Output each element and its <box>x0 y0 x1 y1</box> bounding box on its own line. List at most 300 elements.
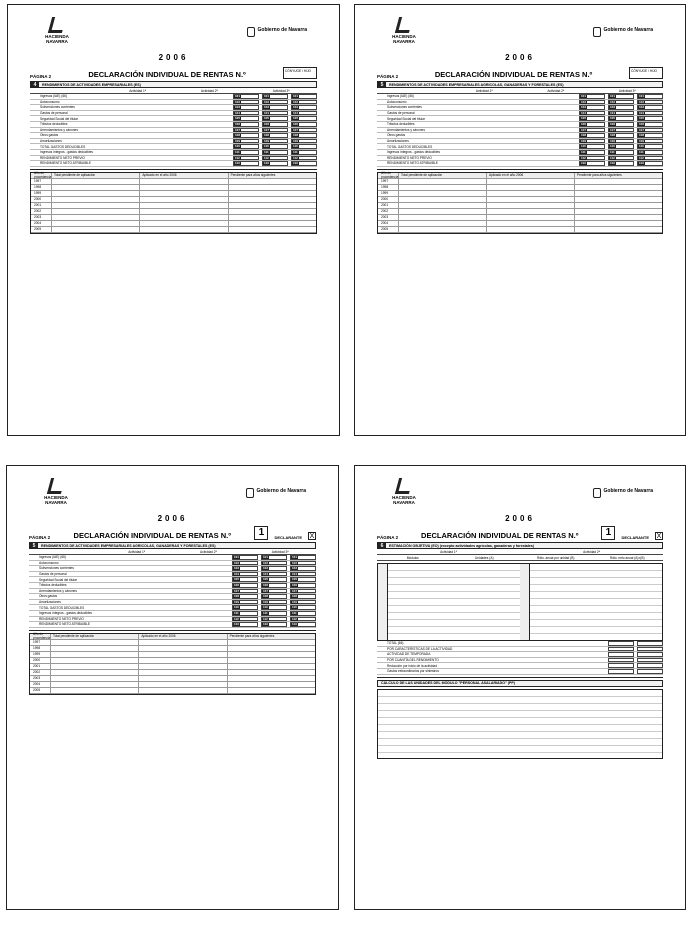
amount-field[interactable] <box>398 185 486 190</box>
box-code: 110 <box>610 144 615 149</box>
amount-field[interactable] <box>579 100 605 105</box>
amount-field[interactable] <box>138 664 226 669</box>
amount-field[interactable] <box>261 583 287 588</box>
row-label: Subvenciones corrientes <box>39 566 74 571</box>
amount-field[interactable] <box>291 144 317 149</box>
box-code: 109 <box>581 138 587 143</box>
box-code: 108 <box>264 133 270 138</box>
amount-field[interactable] <box>608 122 634 127</box>
amount-field[interactable] <box>486 221 574 226</box>
amount-field[interactable] <box>290 600 316 605</box>
amount-field[interactable] <box>233 100 259 105</box>
amount-field[interactable] <box>232 583 258 588</box>
box-code: 110 <box>639 144 644 149</box>
amount-field[interactable] <box>228 215 316 220</box>
amount-field[interactable] <box>398 227 486 232</box>
amount-field[interactable] <box>291 133 317 138</box>
amount-field[interactable] <box>637 122 663 127</box>
amount-field[interactable] <box>486 215 574 220</box>
amount-field[interactable] <box>262 150 288 155</box>
amount-field[interactable] <box>637 658 663 663</box>
box-code: 108 <box>639 133 645 138</box>
amount-field[interactable] <box>291 139 317 144</box>
box-code: 103 <box>292 566 298 571</box>
amount-field[interactable] <box>574 203 662 208</box>
amount-field[interactable] <box>232 594 258 599</box>
amount-field[interactable] <box>398 197 486 202</box>
amount-field[interactable] <box>51 179 139 184</box>
amount-field[interactable] <box>50 640 138 645</box>
amount-field[interactable] <box>574 191 662 196</box>
box-code: 106 <box>263 582 269 587</box>
amount-field[interactable] <box>139 197 227 202</box>
amount-field[interactable] <box>233 150 259 155</box>
amount-field[interactable] <box>262 105 288 110</box>
amount-field[interactable] <box>261 572 287 577</box>
amount-field[interactable] <box>608 100 634 105</box>
amount-field[interactable] <box>574 179 662 184</box>
amount-field[interactable] <box>50 688 138 693</box>
amount-field[interactable] <box>51 227 139 232</box>
amount-field[interactable] <box>574 215 662 220</box>
amount-field[interactable] <box>637 144 663 149</box>
amount-field[interactable] <box>261 617 287 622</box>
amount-field[interactable] <box>227 658 315 663</box>
amount-field[interactable] <box>139 209 227 214</box>
box-code: 105 <box>293 116 299 121</box>
amount-field[interactable] <box>233 144 259 149</box>
amount-field[interactable] <box>227 670 315 675</box>
amount-field[interactable] <box>290 622 316 627</box>
amount-field[interactable] <box>608 669 634 674</box>
amount-field[interactable] <box>608 161 634 166</box>
amount-field[interactable] <box>486 197 574 202</box>
amount-field[interactable] <box>398 179 486 184</box>
amount-field[interactable] <box>232 572 258 577</box>
form-row <box>377 161 663 167</box>
amount-field[interactable] <box>138 670 226 675</box>
amount-field[interactable] <box>637 133 663 138</box>
amount-field[interactable] <box>228 227 316 232</box>
amount-field[interactable] <box>486 185 574 190</box>
amount-field[interactable] <box>398 209 486 214</box>
box-code: 105 <box>235 116 241 121</box>
amount-field[interactable] <box>139 191 227 196</box>
amount-field[interactable] <box>262 139 288 144</box>
amount-field[interactable] <box>608 647 634 652</box>
amount-field[interactable] <box>138 676 226 681</box>
amount-field[interactable] <box>608 116 634 121</box>
box-code: 107 <box>293 127 299 132</box>
year-cell: 2000 <box>34 197 42 202</box>
table-row <box>378 227 662 233</box>
amount-field[interactable] <box>233 116 259 121</box>
year-cell: 2004 <box>381 221 389 226</box>
amount-field[interactable] <box>51 191 139 196</box>
amount-field[interactable] <box>138 652 226 657</box>
amount-field[interactable] <box>290 566 316 571</box>
amount-field[interactable] <box>637 105 663 110</box>
box-code: 109 <box>639 138 645 143</box>
amount-field[interactable] <box>50 646 138 651</box>
amount-field[interactable] <box>233 139 259 144</box>
box-code: 113 <box>292 622 297 627</box>
amount-field[interactable] <box>233 94 259 99</box>
amount-field[interactable] <box>608 133 634 138</box>
year-cell: 1997 <box>34 179 42 184</box>
gobierno-logo: Gobierno de Navarra <box>593 488 653 498</box>
amount-field[interactable] <box>291 150 317 155</box>
row-label: ACTIVIDAD DE TEMPORADA <box>387 652 431 657</box>
hacienda-logo: HACIENDA NAVARRA <box>388 478 420 505</box>
form-title: DECLARACIÓN INDIVIDUAL DE RENTAS N.º <box>421 531 579 540</box>
amount-field[interactable] <box>290 605 316 610</box>
amount-field[interactable] <box>486 191 574 196</box>
amount-field[interactable] <box>290 572 316 577</box>
amount-field[interactable] <box>139 203 227 208</box>
row-label: TOTAL GASTOS DEDUCIBLES <box>39 605 85 610</box>
box-code: 111 <box>234 610 239 615</box>
amount-field[interactable] <box>637 111 663 116</box>
amount-field[interactable] <box>262 100 288 105</box>
amount-field[interactable] <box>637 94 663 99</box>
amount-field[interactable] <box>261 594 287 599</box>
amount-field[interactable] <box>227 682 315 687</box>
box-code: 112 <box>610 155 615 160</box>
year-cell: 2000 <box>33 658 41 663</box>
amount-field[interactable] <box>608 156 634 161</box>
amount-field[interactable] <box>262 144 288 149</box>
amount-field[interactable] <box>574 221 662 226</box>
amount-field[interactable] <box>608 105 634 110</box>
amount-field[interactable] <box>262 111 288 116</box>
amount-field[interactable] <box>233 105 259 110</box>
amount-field[interactable] <box>232 555 258 560</box>
amount-field[interactable] <box>232 566 258 571</box>
amount-field[interactable] <box>637 128 663 133</box>
amount-field[interactable] <box>139 227 227 232</box>
amount-field[interactable] <box>579 116 605 121</box>
year-cell: 2005 <box>33 688 41 693</box>
amount-field[interactable] <box>262 156 288 161</box>
page-label: PÁGINA 2 <box>29 535 51 540</box>
amount-field[interactable] <box>637 156 663 161</box>
amount-field[interactable] <box>291 105 317 110</box>
amount-field[interactable] <box>637 669 663 674</box>
box-code: 112 <box>581 155 586 160</box>
amount-field[interactable] <box>51 203 139 208</box>
amount-field[interactable] <box>608 111 634 116</box>
amount-field[interactable] <box>398 191 486 196</box>
amount-field[interactable] <box>291 128 317 133</box>
box-code: 104 <box>235 110 241 115</box>
amount-field[interactable] <box>608 94 634 99</box>
amount-field[interactable] <box>290 561 316 566</box>
amount-field[interactable] <box>138 688 226 693</box>
amount-field[interactable] <box>139 215 227 220</box>
amount-field[interactable] <box>228 221 316 226</box>
box-code: 105 <box>264 116 270 121</box>
section-5-header: 5 RENDIMIENTOS DE ACTIVIDADES EMPRESARIALES AGRICOLAS, GANADERAS Y FORESTALES (ES) <box>29 542 316 549</box>
amount-field[interactable] <box>398 215 486 220</box>
box-code: 104 <box>234 571 240 576</box>
amount-field[interactable] <box>232 617 258 622</box>
year-cell: 2001 <box>381 203 389 208</box>
amount-field[interactable] <box>290 577 316 582</box>
activity-header: Actividad 1ª Actividad 2ª Actividad 3ª <box>29 549 316 555</box>
amount-field[interactable] <box>637 150 663 155</box>
year-cell: 2000 <box>381 197 389 202</box>
year-cell: 2003 <box>381 215 389 220</box>
amount-field[interactable] <box>261 561 287 566</box>
cp-box[interactable]: CÓNYUGE / HIJO <box>629 67 663 79</box>
amount-field[interactable] <box>579 122 605 127</box>
box-code: 113 <box>235 161 240 166</box>
amount-field[interactable] <box>232 600 258 605</box>
amount-field[interactable] <box>233 133 259 138</box>
row-label: Ingresos íntegros - gastos deducibles <box>387 150 440 155</box>
amount-field[interactable] <box>227 652 315 657</box>
amount-field[interactable] <box>291 161 317 166</box>
carryover-table: Año de procedencia Total pendiente de aplicación Aplicado en el año 2006 Pendiente para años siguientes 1997 1998 1999 2000 2001 2002 2003 2004 2005 <box>29 633 316 695</box>
amount-field[interactable] <box>233 128 259 133</box>
row-label: RENDIMIENTO NETO ATRIBUIBLE <box>39 622 91 627</box>
year-cell: 1997 <box>33 640 41 645</box>
declaration-number[interactable]: 1 <box>601 526 615 540</box>
amount-field[interactable] <box>232 605 258 610</box>
amount-field[interactable] <box>261 589 287 594</box>
amount-field[interactable] <box>228 191 316 196</box>
amount-field[interactable] <box>232 622 258 627</box>
amount-field[interactable] <box>290 589 316 594</box>
amount-field[interactable] <box>608 150 634 155</box>
amount-field[interactable] <box>227 646 315 651</box>
amount-field[interactable] <box>579 133 605 138</box>
amount-field[interactable] <box>50 682 138 687</box>
amount-field[interactable] <box>261 611 287 616</box>
amount-field[interactable] <box>486 203 574 208</box>
amount-field[interactable] <box>228 209 316 214</box>
amount-field[interactable] <box>51 215 139 220</box>
amount-field[interactable] <box>138 640 226 645</box>
gobierno-logo: Gobierno de Navarra <box>246 488 306 498</box>
box-code: 104 <box>263 571 269 576</box>
amount-field[interactable] <box>290 617 316 622</box>
box-code: 110 <box>234 605 239 610</box>
row-label: Seguridad Social del titular <box>387 116 425 121</box>
amount-field[interactable] <box>50 676 138 681</box>
amount-field[interactable] <box>233 122 259 127</box>
amount-field[interactable] <box>608 658 634 663</box>
row-label: Subvenciones corrientes <box>40 105 75 110</box>
box-code: 105 <box>292 577 298 582</box>
amount-field[interactable] <box>291 156 317 161</box>
amount-field[interactable] <box>291 100 317 105</box>
hacienda-logo: HACIENDA NAVARRA <box>41 17 73 44</box>
amount-field[interactable] <box>139 185 227 190</box>
amount-field[interactable] <box>261 600 287 605</box>
amount-field[interactable] <box>262 122 288 127</box>
box-code: 104 <box>293 110 299 115</box>
box-code: 109 <box>234 599 240 604</box>
amount-field[interactable] <box>227 676 315 681</box>
amount-field[interactable] <box>228 203 316 208</box>
amount-field[interactable] <box>227 640 315 645</box>
amount-field[interactable] <box>637 161 663 166</box>
amount-field[interactable] <box>261 605 287 610</box>
year-cell: 2004 <box>34 221 42 226</box>
amount-field[interactable] <box>637 139 663 144</box>
row-label: Ingresos (IAE) (66) <box>387 94 414 99</box>
box-code: 113 <box>639 161 644 166</box>
amount-field[interactable] <box>579 156 605 161</box>
amount-field[interactable] <box>608 144 634 149</box>
amount-field[interactable] <box>50 670 138 675</box>
box-code: 113 <box>263 622 268 627</box>
amount-field[interactable] <box>138 646 226 651</box>
amount-field[interactable] <box>291 122 317 127</box>
form-page-3 <box>6 465 339 910</box>
amount-field[interactable] <box>290 594 316 599</box>
amount-field[interactable] <box>261 577 287 582</box>
declarante-checkbox[interactable]: X <box>656 533 662 540</box>
amount-field[interactable] <box>579 161 605 166</box>
amount-field[interactable] <box>291 94 317 99</box>
declarante-label: DECLARANTE <box>621 535 649 540</box>
section-6-header: 6 ESTIMACIÓN OBJETIVA (EO) (excepto actividades agrícolas, ganaderas y forestales) <box>377 542 663 549</box>
amount-field[interactable] <box>228 185 316 190</box>
amount-field[interactable] <box>233 161 259 166</box>
box-code: 110 <box>293 144 298 149</box>
box-code: 113 <box>610 161 615 166</box>
amount-field[interactable] <box>262 133 288 138</box>
amount-field[interactable] <box>637 647 663 652</box>
box-code: 102 <box>639 99 645 104</box>
amount-field[interactable] <box>398 203 486 208</box>
amount-field[interactable] <box>233 111 259 116</box>
amount-field[interactable] <box>637 663 663 668</box>
amount-field[interactable] <box>579 150 605 155</box>
amount-field[interactable] <box>608 663 634 668</box>
amount-field[interactable] <box>291 111 317 116</box>
amount-field[interactable] <box>50 658 138 663</box>
amount-field[interactable] <box>574 209 662 214</box>
amount-field[interactable] <box>50 652 138 657</box>
modules-grid[interactable] <box>377 563 663 641</box>
gobierno-logo: Gobierno de Navarra <box>593 27 653 37</box>
box-code: 107 <box>292 588 298 593</box>
amount-field[interactable] <box>262 161 288 166</box>
form-title: DECLARACIÓN INDIVIDUAL DE RENTAS N.º <box>88 70 246 79</box>
cp-box[interactable]: CÓNYUGE / HIJO <box>283 67 317 79</box>
amount-field[interactable] <box>227 664 315 669</box>
amount-field[interactable] <box>227 688 315 693</box>
amount-field[interactable] <box>232 611 258 616</box>
amount-field[interactable] <box>574 227 662 232</box>
amount-field[interactable] <box>262 128 288 133</box>
amount-field[interactable] <box>51 185 139 190</box>
amount-field[interactable] <box>232 589 258 594</box>
row-label: Ingresos (IAE) (66) <box>40 94 67 99</box>
hacienda-logo: HACIENDA NAVARRA <box>40 478 72 505</box>
amount-field[interactable] <box>608 139 634 144</box>
year-cell: 1999 <box>381 191 389 196</box>
row-label: Autoconsumo <box>387 99 407 104</box>
amount-field[interactable] <box>579 94 605 99</box>
amount-field[interactable] <box>608 128 634 133</box>
box-code: 108 <box>263 594 269 599</box>
amount-field[interactable] <box>574 185 662 190</box>
year-cell: 2004 <box>33 682 41 687</box>
amount-field[interactable] <box>290 583 316 588</box>
amount-field[interactable] <box>50 664 138 669</box>
amount-field[interactable] <box>486 179 574 184</box>
amount-field[interactable] <box>579 139 605 144</box>
amount-field[interactable] <box>228 179 316 184</box>
amount-field[interactable] <box>579 105 605 110</box>
declarante-checkbox[interactable]: X <box>309 533 315 540</box>
amount-field[interactable] <box>51 197 139 202</box>
amount-field[interactable] <box>486 227 574 232</box>
amount-field[interactable] <box>579 144 605 149</box>
amount-field[interactable] <box>486 209 574 214</box>
row-label: Otros gastos <box>40 133 59 138</box>
amount-field[interactable] <box>139 179 227 184</box>
year: 2006 <box>157 514 188 523</box>
row-label: Subvenciones corrientes <box>387 105 422 110</box>
amount-field[interactable] <box>262 116 288 121</box>
amount-field[interactable] <box>290 611 316 616</box>
amount-field[interactable] <box>261 566 287 571</box>
amount-field[interactable] <box>233 156 259 161</box>
amount-field[interactable] <box>138 658 226 663</box>
amount-field[interactable] <box>637 100 663 105</box>
amount-field[interactable] <box>608 652 634 657</box>
amount-field[interactable] <box>138 682 226 687</box>
amount-field[interactable] <box>51 221 139 226</box>
amount-field[interactable] <box>579 128 605 133</box>
declaration-number[interactable]: 1 <box>254 526 268 540</box>
amount-field[interactable] <box>232 561 258 566</box>
amount-field[interactable] <box>261 555 287 560</box>
module-columns: Módulos Unidades (A) Rdto. anual por unidad (B) Rdto. neto anual (A)×(B) <box>377 555 663 561</box>
box-code: 109 <box>292 599 298 604</box>
amount-field[interactable] <box>637 652 663 657</box>
amount-field[interactable] <box>637 116 663 121</box>
amount-field[interactable] <box>574 197 662 202</box>
amount-field[interactable] <box>637 641 663 646</box>
row-label: Gastos de personal <box>39 572 67 577</box>
amount-field[interactable] <box>261 622 287 627</box>
amount-field[interactable] <box>139 221 227 226</box>
amount-field[interactable] <box>291 116 317 121</box>
calc-grid[interactable] <box>377 689 663 759</box>
amount-field[interactable] <box>228 197 316 202</box>
box-code: 107 <box>264 127 270 132</box>
amount-field[interactable] <box>290 555 316 560</box>
table-row <box>31 227 316 233</box>
box-code: 104 <box>292 571 298 576</box>
row-label: Tributos deducibles <box>39 583 67 588</box>
amount-field[interactable] <box>51 209 139 214</box>
amount-field[interactable] <box>579 111 605 116</box>
amount-field[interactable] <box>232 577 258 582</box>
amount-field[interactable] <box>608 641 634 646</box>
amount-field[interactable] <box>398 221 486 226</box>
box-code: 108 <box>293 133 299 138</box>
amount-field[interactable] <box>262 94 288 99</box>
year-cell: 2001 <box>34 203 42 208</box>
